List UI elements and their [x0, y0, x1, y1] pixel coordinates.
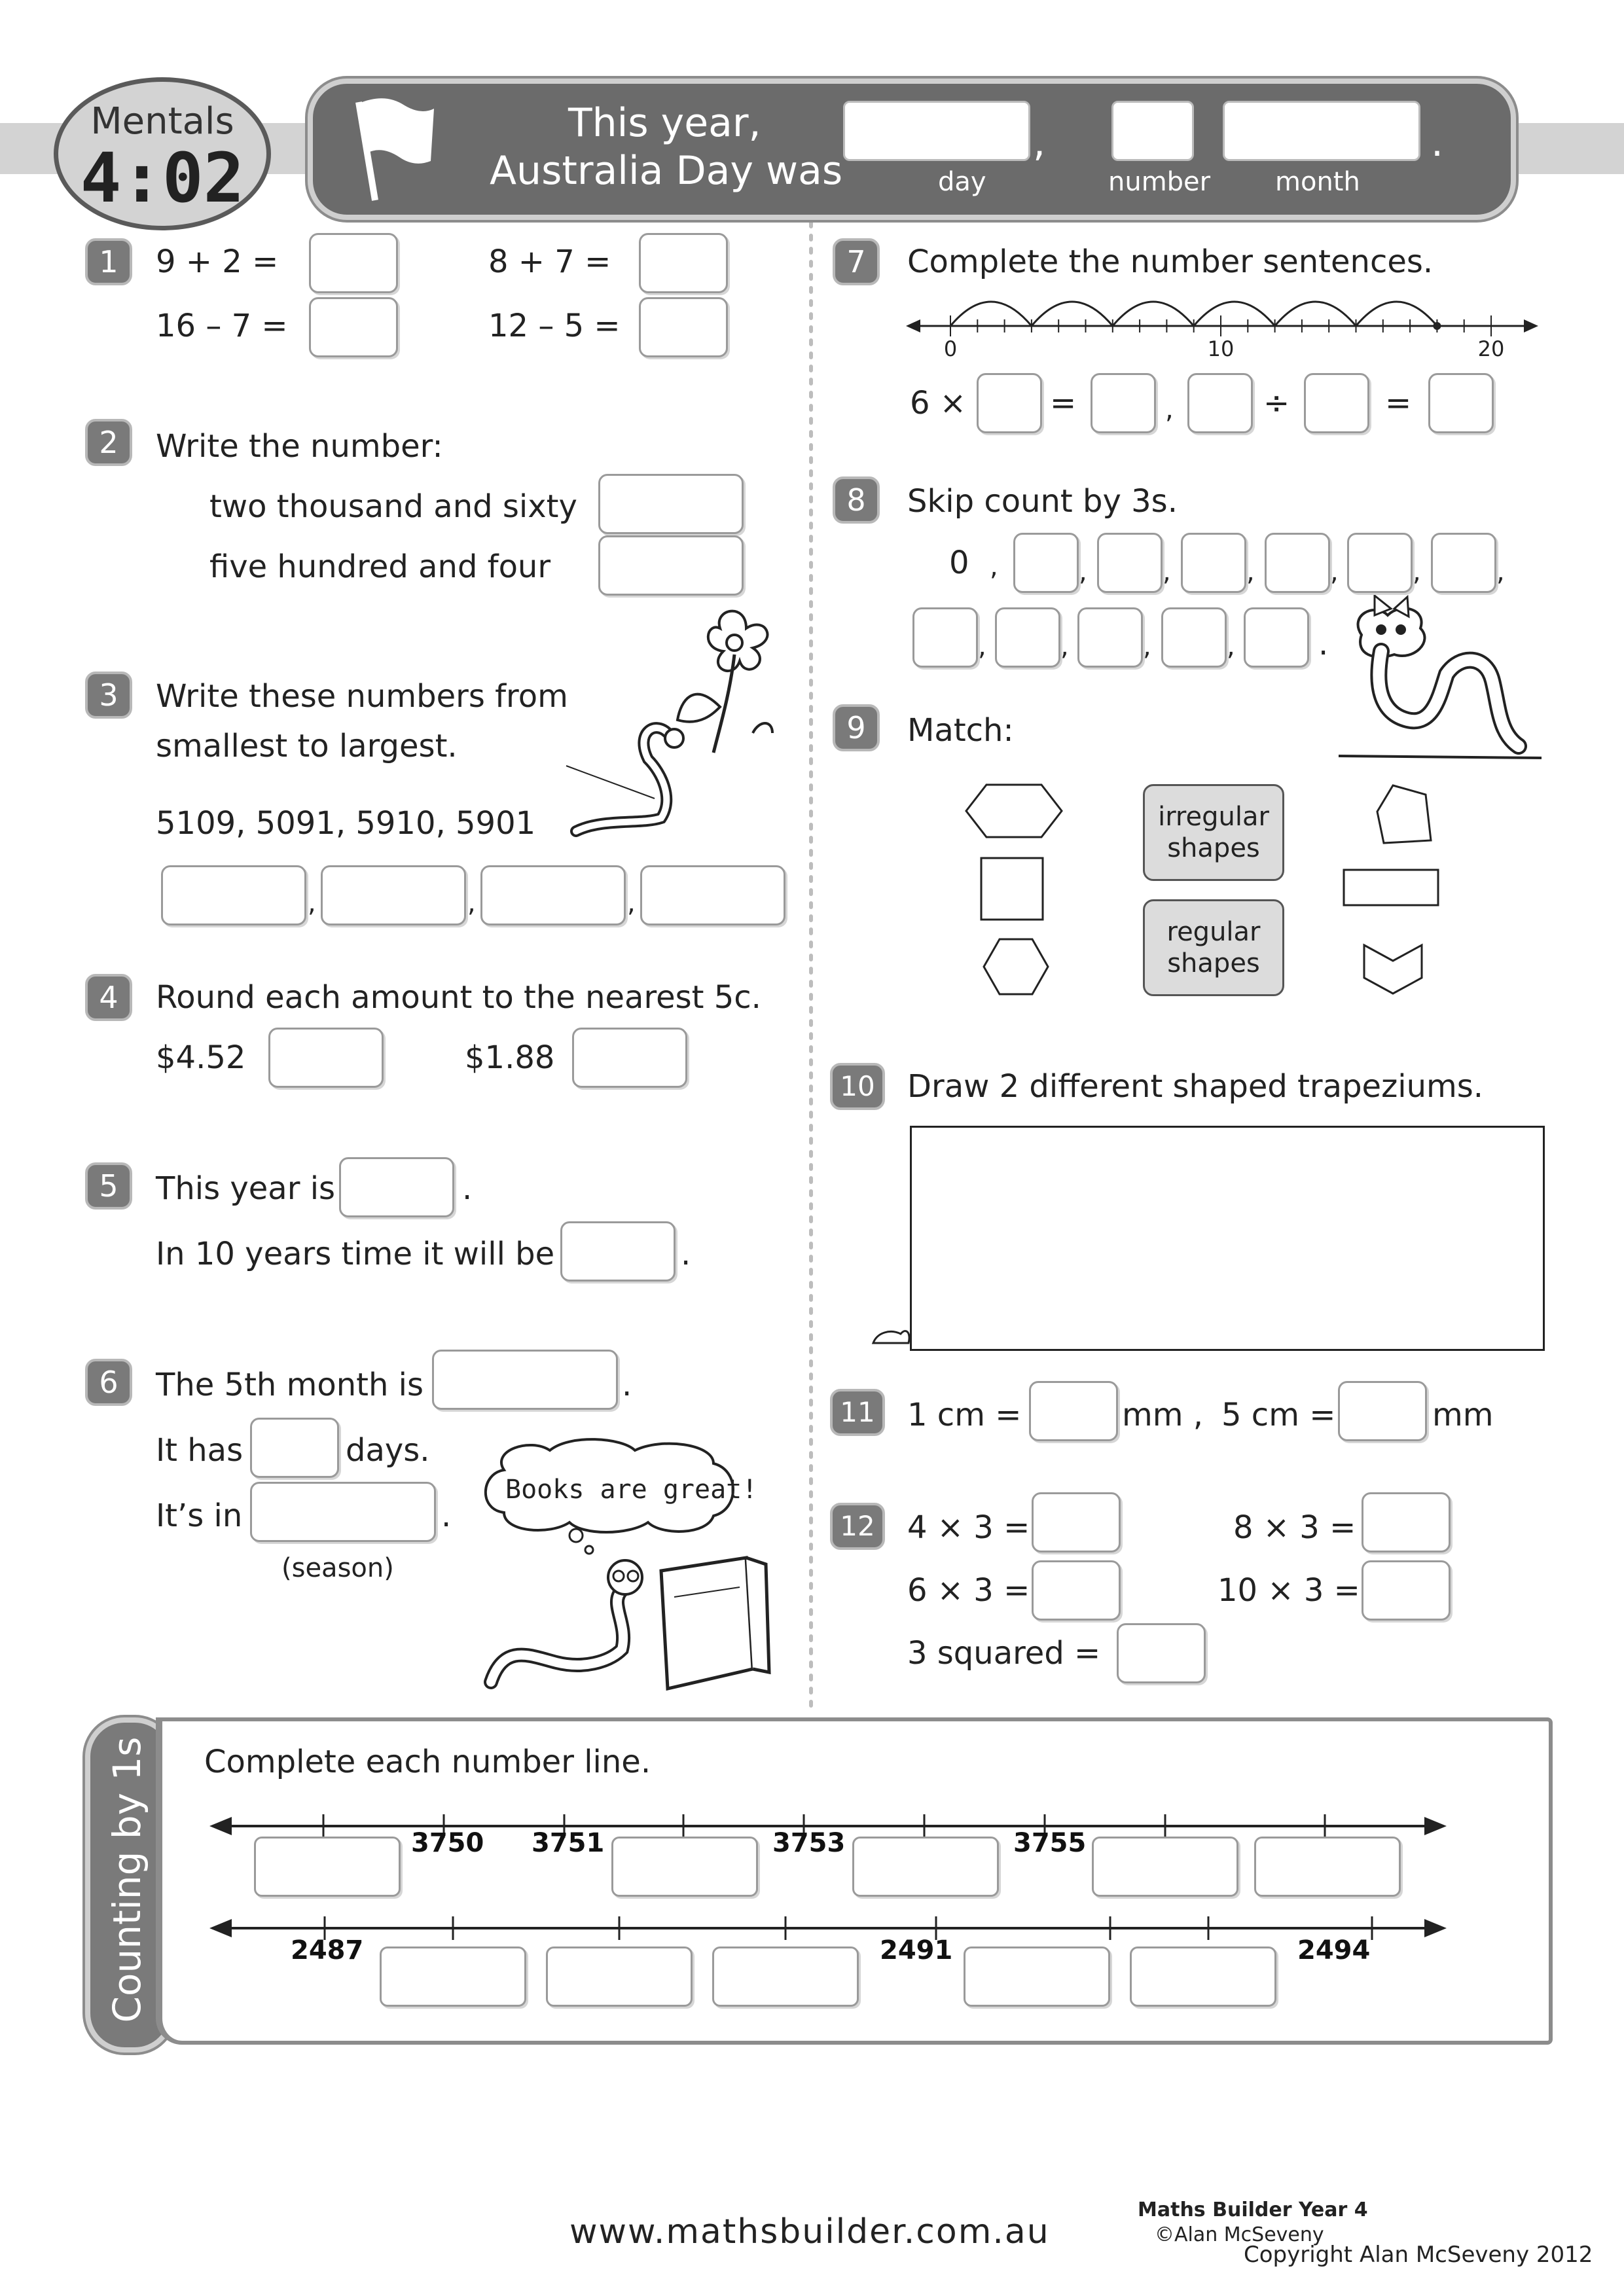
q1-b: 8 + 7 = [488, 243, 611, 280]
line1-answer-1[interactable] [254, 1837, 401, 1897]
q8-comma: , [1079, 557, 1087, 587]
nl2-arrow-right [1424, 1919, 1447, 1937]
q3-answer-2[interactable] [321, 865, 466, 925]
q11-b: 5 cm = [1221, 1397, 1336, 1433]
hexagon-wide-shape [964, 783, 1064, 839]
q7-jump-arc [1113, 302, 1194, 326]
q8-answer-1-4[interactable] [1265, 533, 1330, 593]
q8-answer-1-3[interactable] [1181, 533, 1246, 593]
q7-answer-3[interactable] [1187, 373, 1253, 433]
q7-number-line [903, 268, 1545, 360]
q5-b-answer[interactable] [560, 1221, 676, 1282]
q7-tick-label: 20 [1477, 336, 1505, 360]
q1-d-answer[interactable] [639, 297, 728, 357]
q3-answer-1[interactable] [161, 865, 306, 925]
q6-a-answer[interactable] [432, 1350, 618, 1410]
nl2-arrow-left [209, 1919, 232, 1937]
counting-line-2 [209, 1909, 1447, 1948]
worm-bow-cartoon [1335, 589, 1545, 766]
q7-prompt: Complete the number sentences. [907, 243, 1434, 280]
q12-b-answer[interactable] [1362, 1492, 1451, 1552]
q8-answer-2-3[interactable] [1077, 607, 1143, 668]
line1-answer-3[interactable] [852, 1837, 999, 1897]
counting-side-label: Counting by 1s [105, 1736, 149, 2023]
q2-b: five hundred and four [209, 548, 551, 585]
q7-jump-arc [1194, 302, 1275, 326]
q7-jump-arc [1032, 302, 1113, 326]
irregular-shapes-label[interactable]: irregular shapes [1143, 784, 1284, 881]
q4-a-answer[interactable] [268, 1028, 384, 1088]
line2-answer-4[interactable] [964, 1946, 1110, 2007]
q11-a-unit: mm , [1122, 1397, 1204, 1433]
line2-answer-2[interactable] [546, 1946, 693, 2007]
q8-start: 0 [949, 545, 969, 581]
q7-jump-arc [950, 302, 1032, 326]
q3-sep-3: , [627, 888, 636, 918]
q2-prompt: Write the number: [156, 428, 443, 465]
line2-answer-1[interactable] [380, 1946, 526, 2007]
q6-a-dot: . [622, 1367, 632, 1403]
q8-comma: , [978, 632, 986, 662]
q11-b-answer[interactable] [1338, 1381, 1427, 1441]
q11-a: 1 cm = [907, 1397, 1022, 1433]
q1-c: 16 – 7 = [156, 308, 288, 344]
counting-prompt: Complete each number line. [204, 1744, 651, 1780]
q2-b-answer[interactable] [598, 535, 744, 596]
irregular-pentagon-shape [1375, 783, 1434, 846]
q8-comma: , [1413, 557, 1421, 587]
line2-label-2: 2491 [880, 1935, 953, 1965]
line2-answer-5[interactable] [1130, 1946, 1276, 2007]
q4-badge: 4 [85, 974, 132, 1021]
q8-comma: , [1246, 557, 1255, 587]
mentals-badge [54, 77, 271, 230]
square-shape [979, 856, 1045, 922]
q1-d: 12 – 5 = [488, 308, 621, 344]
q12-badge: 12 [830, 1503, 885, 1550]
q6-b2: days. [346, 1432, 430, 1469]
q6-b-answer[interactable] [250, 1418, 339, 1478]
q5-a: This year is [156, 1170, 336, 1207]
mentals-number: 4:02 [80, 138, 245, 218]
line1-label-1: 3750 [411, 1828, 484, 1858]
q6-c-answer[interactable] [250, 1482, 436, 1542]
q9-prompt: Match: [907, 712, 1014, 749]
q8-comma: , [1496, 557, 1505, 587]
q12-e-answer[interactable] [1117, 1623, 1206, 1683]
q7-tick-label: 10 [1207, 336, 1235, 360]
q3-sep-1: , [308, 888, 316, 918]
q6-c-dot: . [441, 1498, 452, 1534]
number-label: number [1108, 167, 1211, 197]
line1-label-3: 3753 [772, 1828, 846, 1858]
q8-answer-1-6[interactable] [1431, 533, 1496, 593]
q6-badge: 6 [85, 1359, 132, 1406]
line2-answer-3[interactable] [712, 1946, 859, 2007]
q7-answer-5[interactable] [1428, 373, 1494, 433]
q3-badge: 3 [85, 672, 132, 719]
q8-comma: , [1227, 632, 1235, 662]
nl1-arrow-right [1424, 1817, 1447, 1835]
q8-end-dot: . [1318, 626, 1329, 662]
q2-badge: 2 [85, 419, 132, 466]
q1-badge: 1 [85, 238, 132, 285]
q3-sep-2: , [467, 888, 476, 918]
reading-worm-cartoon [478, 1532, 785, 1695]
q1-b-answer[interactable] [639, 233, 728, 293]
header-period: . [1431, 120, 1444, 166]
q4-a: $4.52 [156, 1039, 246, 1076]
q6-season: (season) [281, 1553, 394, 1583]
q2-a-answer[interactable] [598, 474, 744, 534]
q7-times: 6 × [910, 385, 967, 422]
q8-answer-2-5[interactable] [1244, 607, 1309, 668]
q8-answer-1-5[interactable] [1347, 533, 1413, 593]
line1-answer-4[interactable] [1092, 1837, 1238, 1897]
day-label: day [938, 167, 986, 197]
q3-answer-3[interactable] [480, 865, 626, 925]
q3-answer-4[interactable] [640, 865, 785, 925]
number-input[interactable] [1111, 101, 1194, 161]
line1-answer-2[interactable] [611, 1837, 758, 1897]
q12-c: 6 × 3 = [907, 1572, 1030, 1609]
q1-c-answer[interactable] [309, 297, 398, 357]
q10-drawing-area[interactable] [910, 1126, 1545, 1351]
q7-jump-arc [1356, 302, 1437, 326]
month-label: month [1275, 167, 1360, 197]
footer-url: www.mathsbuilder.com.au [569, 2212, 1050, 2251]
q11-b-unit: mm [1432, 1397, 1494, 1433]
q12-d: 10 × 3 = [1218, 1572, 1360, 1609]
line1-label-2: 3751 [532, 1828, 605, 1858]
line2-label-3: 2494 [1297, 1935, 1371, 1965]
q12-a: 4 × 3 = [907, 1509, 1030, 1546]
q2-a: two thousand and sixty [209, 488, 577, 525]
month-input[interactable] [1223, 101, 1420, 161]
q5-b-dot: . [681, 1236, 691, 1272]
q5-a-dot: . [462, 1170, 473, 1207]
footer-author: ©Alan McSeveny [1155, 2223, 1324, 2246]
q7-comma: , [1165, 395, 1174, 425]
regular-shapes-label[interactable]: regular shapes [1143, 899, 1284, 996]
q4-b-answer[interactable] [572, 1028, 687, 1088]
q7-answer-1[interactable] [977, 373, 1042, 433]
q8-start-comma: , [990, 552, 998, 582]
q7-end-dot [1433, 322, 1441, 330]
q9-badge: 9 [833, 704, 880, 751]
header-title-line2: Australia Day was [490, 148, 843, 194]
q12-d-answer[interactable] [1362, 1560, 1451, 1621]
hexagon-regular-shape [982, 937, 1050, 996]
q7-arrow-left [906, 319, 920, 332]
footer-book: Maths Builder Year 4 [1138, 2198, 1368, 2221]
header-title-line1: This year, [568, 100, 761, 146]
day-input[interactable] [843, 101, 1030, 161]
q7-arrow-right [1524, 319, 1538, 332]
q11-a-answer[interactable] [1029, 1381, 1118, 1441]
q7-jump-arc [1275, 302, 1356, 326]
rectangle-shape [1342, 868, 1440, 907]
q4-b: $1.88 [465, 1039, 555, 1076]
q12-a-answer[interactable] [1032, 1492, 1121, 1552]
small-bug-icon [871, 1319, 912, 1346]
line1-answer-5[interactable] [1254, 1837, 1401, 1897]
q8-answer-1-1[interactable] [1013, 533, 1079, 593]
q7-tick-label: 0 [943, 336, 958, 360]
q7-answer-2[interactable] [1091, 373, 1156, 433]
q3-line2: smallest to largest. [156, 728, 458, 764]
q3-line1: Write these numbers from [156, 678, 568, 715]
q6-a: The 5th month is [156, 1367, 424, 1403]
header-comma: , [1033, 120, 1046, 166]
q7-eq-1: = [1050, 385, 1077, 422]
q8-comma: , [1163, 557, 1171, 587]
q8-comma: , [1060, 632, 1069, 662]
flag-icon [339, 89, 437, 207]
q7-answer-4[interactable] [1304, 373, 1369, 433]
q10-badge: 10 [830, 1063, 885, 1110]
header-band-right [1499, 123, 1624, 174]
q8-answer-2-4[interactable] [1161, 607, 1227, 668]
q8-prompt: Skip count by 3s. [907, 483, 1178, 520]
q8-comma: , [1143, 632, 1151, 662]
q3-numbers: 5109, 5091, 5910, 5901 [156, 805, 536, 842]
q7-badge: 7 [833, 238, 880, 285]
q5-b: In 10 years time it will be [156, 1236, 555, 1272]
q5-a-answer[interactable] [339, 1157, 454, 1217]
q8-answer-2-2[interactable] [995, 607, 1060, 668]
nl1-arrow-left [209, 1817, 232, 1835]
worm-flower-cartoon [563, 602, 799, 844]
q8-answer-2-1[interactable] [912, 607, 978, 668]
chevron-pentagon-shape [1362, 942, 1424, 996]
footer-copyright: Copyright Alan McSeveny 2012 [1244, 2242, 1593, 2268]
q8-answer-1-2[interactable] [1097, 533, 1163, 593]
q11-badge: 11 [830, 1389, 885, 1436]
q8-comma: , [1330, 557, 1339, 587]
header-banner [308, 79, 1516, 220]
line2-label-1: 2487 [291, 1935, 364, 1965]
q10-prompt: Draw 2 different shaped trapeziums. [907, 1068, 1484, 1105]
q12-e: 3 squared = [907, 1635, 1101, 1672]
column-divider [808, 223, 814, 1715]
q7-eq-2: = [1385, 385, 1412, 422]
mentals-label: Mentals [90, 100, 234, 143]
q12-c-answer[interactable] [1032, 1560, 1121, 1621]
q1-a-answer[interactable] [309, 233, 398, 293]
q7-div: ÷ [1263, 385, 1290, 422]
q4-prompt: Round each amount to the nearest 5c. [156, 979, 761, 1016]
thought-bubble-text: Books are great! [505, 1475, 758, 1505]
q5-badge: 5 [85, 1162, 132, 1210]
q6-c: It’s in [156, 1498, 243, 1534]
q8-badge: 8 [833, 476, 880, 524]
line1-label-4: 3755 [1013, 1828, 1087, 1858]
q12-b: 8 × 3 = [1233, 1509, 1356, 1546]
q6-b: It has [156, 1432, 244, 1469]
q1-a: 9 + 2 = [156, 243, 279, 280]
